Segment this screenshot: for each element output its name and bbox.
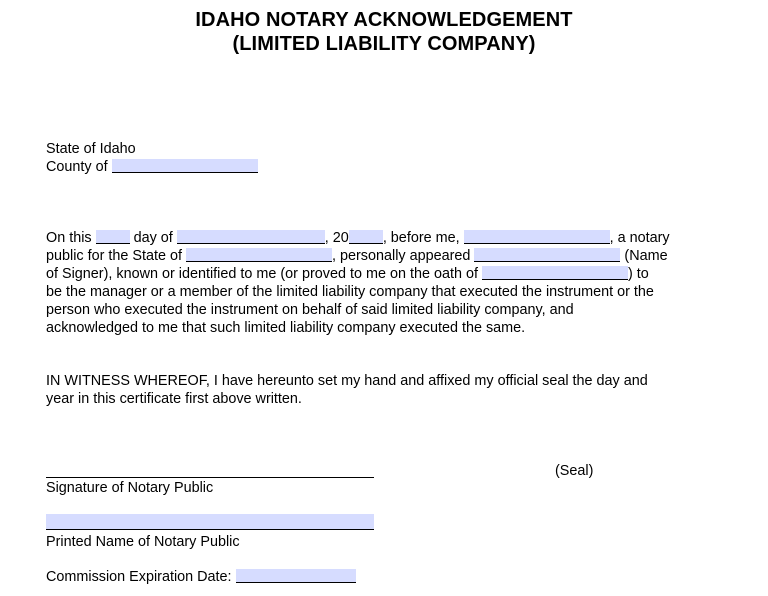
year-prefix-text: , 20 [324, 230, 349, 246]
signature-line[interactable] [46, 462, 374, 478]
ack-line-6: acknowledged to me that such limited liability company executed the same. [46, 320, 526, 336]
commission-line [46, 568, 356, 586]
public-for-state-text: public for the State of [46, 248, 182, 264]
ack-line-5: person who executed the instrument on behalf of said limited liability company, and [46, 302, 574, 318]
oath-witness-field[interactable] [482, 266, 628, 280]
of-signer-text: of Signer), known or identified to me (or proved to me on the oath of [46, 266, 478, 282]
seal-label: (Seal) [555, 463, 594, 479]
signature-label: Signature of Notary Public [46, 480, 214, 496]
county-line [46, 158, 258, 176]
commission-label: Commission Expiration Date: [46, 569, 232, 585]
before-me-text: , before me, [382, 230, 460, 246]
document-subtitle: (LIMITED LIABILITY COMPANY) [232, 33, 536, 55]
ack-line-1 [46, 229, 751, 247]
signer-name-field[interactable] [474, 248, 620, 262]
notary-name-field[interactable] [464, 230, 610, 244]
name-of-text: (Name [624, 248, 668, 264]
document-title: IDAHO NOTARY ACKNOWLEDGEMENT [195, 9, 573, 31]
day-of-text: day of [133, 230, 173, 246]
notary-state-field[interactable] [186, 248, 332, 262]
county-field[interactable] [112, 159, 258, 173]
to-text: ) to [627, 266, 649, 282]
county-label: County of [46, 159, 108, 175]
personally-appeared-text: , personally appeared [332, 248, 471, 264]
printed-name-field[interactable] [46, 514, 374, 530]
ack-line-4: be the manager or a member of the limited liability company that executed the instrument or the [46, 284, 654, 300]
day-field[interactable] [96, 230, 130, 244]
witness-line-1: IN WITNESS WHEREOF, I have hereunto set my hand and affixed my official seal the day and [46, 373, 648, 389]
printed-name-label: Printed Name of Notary Public [46, 534, 240, 550]
month-field[interactable] [177, 230, 325, 244]
year-field[interactable] [349, 230, 383, 244]
on-this-text: On this [46, 230, 92, 246]
ack-line-3 [46, 265, 751, 283]
witness-paragraph [46, 372, 751, 408]
ack-line-2 [46, 247, 751, 265]
commission-date-field[interactable] [236, 569, 356, 583]
state-line [46, 140, 136, 158]
state-label: State of Idaho [46, 141, 136, 157]
a-notary-text: , a notary [609, 230, 670, 246]
witness-line-2: year in this certificate first above written. [46, 391, 302, 407]
acknowledgement-paragraph [46, 229, 751, 337]
